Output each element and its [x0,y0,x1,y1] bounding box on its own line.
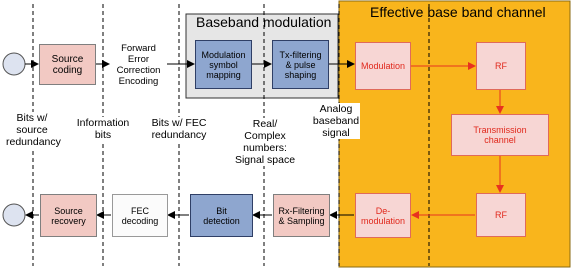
rf-top-block: RF [476,42,526,90]
label-analog-baseband: Analog baseband signal [312,103,360,139]
effective-channel-title: Effective base band channel [370,4,546,20]
tx-filtering-block: Tx-filtering & pulse shaping [272,40,329,89]
sink-node [3,204,25,226]
modulation-block: Modulation [355,42,411,90]
label-bits-source-redundancy: Bits w/ source redundancy [6,112,61,148]
source-coding-block: Source coding [39,44,96,85]
transmission-channel-block: Transmission channel [451,114,549,156]
demodulation-block: De- modulation [355,193,411,238]
bit-detection-block: Bit detection [190,194,253,237]
fec-encoding-block: Forward Error Correction Encoding [110,39,167,91]
baseband-modulation-title: Baseband modulation [196,14,332,30]
rf-bottom-block: RF [476,193,526,237]
source-recovery-block: Source recovery [40,194,97,237]
modulation-mapping-block: Modulation symbol mapping [195,40,252,89]
label-information-bits: Information bits [72,117,134,141]
label-real-complex: Real/ Complex numbers: Signal space [234,118,296,166]
source-node [3,53,25,75]
label-bits-fec-redundancy: Bits w/ FEC redundancy [146,117,212,141]
fec-decoding-block: FEC decoding [112,194,168,237]
rx-filtering-block: Rx-Filtering & Sampling [273,194,330,237]
